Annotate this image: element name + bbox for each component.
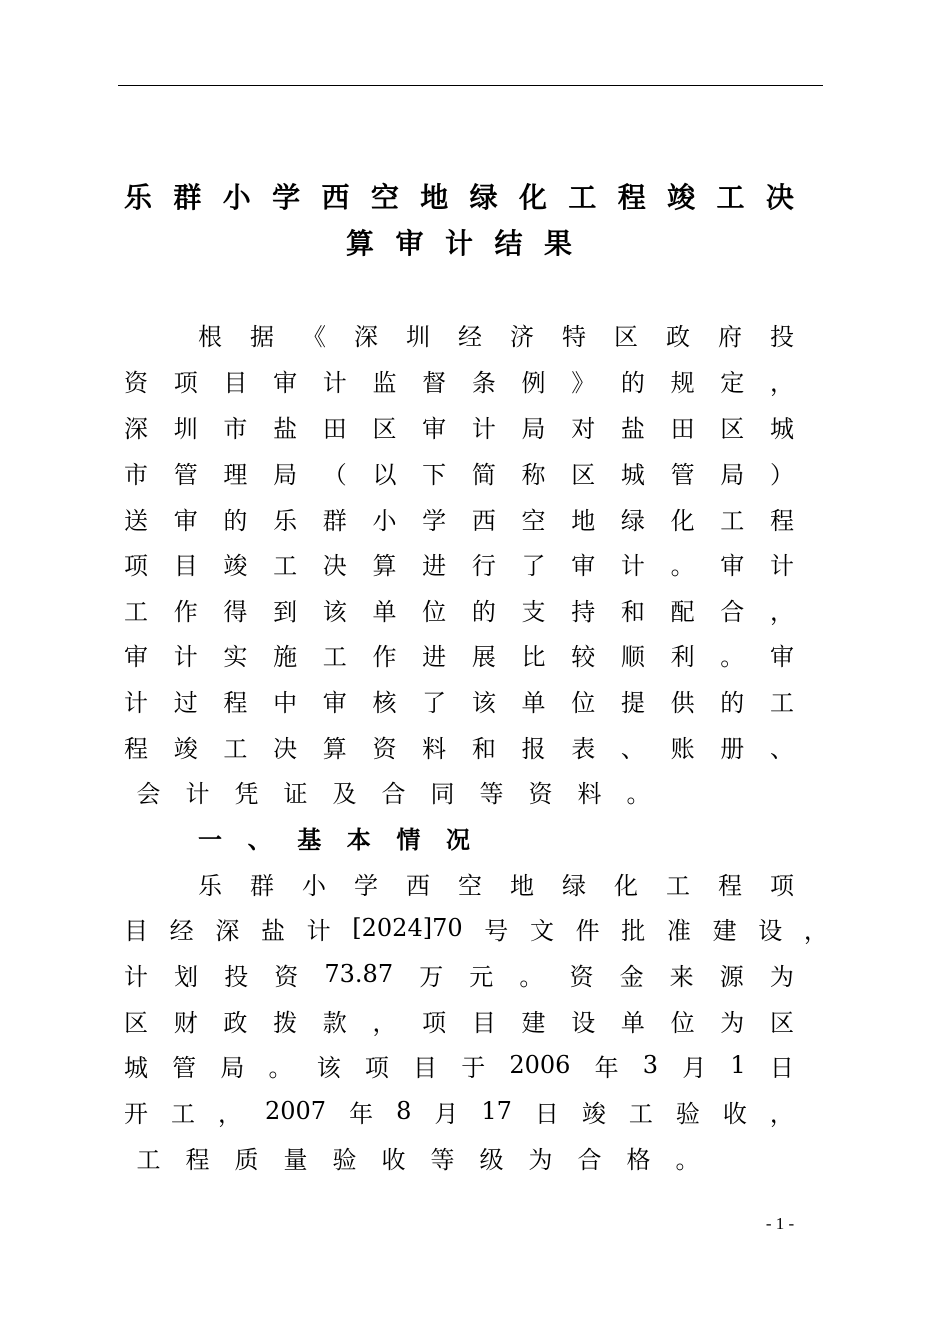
line-token: [2024]70 (352, 914, 463, 942)
line-token: 管 (172, 1053, 197, 1082)
line-token: 竣 (173, 734, 198, 763)
line-token: 简 (471, 460, 496, 489)
line-token: 工 (322, 642, 347, 671)
line-token: 和 (620, 597, 645, 626)
line-token: 审 (395, 227, 424, 260)
line-token: 计 (185, 779, 210, 808)
line-token: 区 (124, 1008, 148, 1037)
line-token: 的 (720, 688, 745, 717)
line-token: 政 (666, 322, 690, 351)
line-token: 根 (198, 322, 222, 351)
page-number: - 1 - (765, 1214, 795, 1233)
line-token: ， (769, 1099, 794, 1128)
line-token: 展 (471, 642, 496, 671)
line-token: 群 (173, 181, 202, 214)
body-line-7 (124, 591, 794, 627)
line-token: 区 (720, 414, 745, 443)
body-line-10 (124, 728, 794, 764)
line-token: 城 (124, 1053, 148, 1082)
line-token: 批 (621, 916, 646, 945)
line-token: 决 (322, 551, 347, 580)
line-token: 合 (577, 1145, 602, 1174)
line-token: 程 (617, 181, 646, 214)
line-token: 供 (670, 688, 695, 717)
line-token: 的 (620, 368, 645, 397)
line-token: 建 (712, 916, 737, 945)
line-token: 计 (173, 642, 198, 671)
line-token: 资 (528, 779, 553, 808)
line-token: 工 (171, 1099, 195, 1128)
line-token: 元 (469, 962, 494, 991)
line-token: 1 (730, 1051, 746, 1079)
document-title-line-1 (124, 173, 794, 219)
line-token: 计 (620, 551, 645, 580)
line-token: 配 (670, 597, 695, 626)
line-token: 算 (346, 227, 375, 260)
line-token: 学 (272, 181, 301, 214)
line-token: 账 (670, 734, 695, 763)
line-token: 对 (571, 414, 596, 443)
line-token: 政 (223, 1008, 248, 1037)
line-token: 过 (173, 688, 198, 717)
line-token: 审 (769, 642, 794, 671)
line-token: 管 (670, 460, 695, 489)
line-token: 工 (769, 688, 794, 717)
line-token: 项 (364, 1053, 389, 1082)
line-token: 同 (430, 779, 455, 808)
line-token: 计 (124, 688, 148, 717)
line-token: 验 (332, 1145, 357, 1174)
line-token: 局 (220, 1053, 245, 1082)
line-token: 程 (769, 506, 794, 535)
body-line-5 (124, 500, 794, 536)
line-token: 目 (173, 551, 198, 580)
line-token: ， (803, 916, 828, 945)
line-token: 工 (568, 181, 597, 214)
line-token: 验 (675, 1099, 700, 1128)
line-token: 特 (562, 322, 586, 351)
line-token: 空 (521, 506, 546, 535)
line-token: 为 (528, 1145, 553, 1174)
line-token: 府 (718, 322, 742, 351)
line-token: 位 (422, 597, 447, 626)
line-token: 计 (306, 916, 331, 945)
line-token: 监 (372, 368, 397, 397)
line-token: 号 (484, 916, 509, 945)
line-token: 工 (716, 181, 745, 214)
line-token: 中 (273, 688, 298, 717)
line-token: 工 (720, 506, 745, 535)
line-token: 程 (223, 688, 248, 717)
line-token: 。 (519, 962, 544, 991)
body-line-6 (124, 545, 794, 581)
section-line-2 (124, 910, 828, 946)
line-token: 单 (620, 1008, 645, 1037)
line-token: 据 (250, 322, 274, 351)
section-line-1 (198, 865, 794, 901)
document-title-line-2 (346, 219, 572, 265)
line-token: 、 (620, 734, 645, 763)
line-token: 该 (322, 597, 347, 626)
line-token: 项 (173, 368, 198, 397)
line-token: 提 (620, 688, 645, 717)
line-token: 规 (670, 368, 695, 397)
line-token: 来 (669, 962, 694, 991)
line-token: 济 (510, 322, 534, 351)
line-token: 拨 (273, 1008, 298, 1037)
line-token: 为 (769, 962, 794, 991)
line-token: 资 (569, 962, 594, 991)
line-token: 地 (510, 871, 534, 900)
line-token: 行 (471, 551, 496, 580)
line-token: 计 (444, 227, 473, 260)
line-token: 例 (521, 368, 546, 397)
line-token: 目 (471, 1008, 496, 1037)
line-token: 西 (321, 181, 350, 214)
line-token: 证 (283, 779, 308, 808)
body-line-2 (124, 362, 794, 398)
line-token: 。 (626, 779, 651, 808)
line-token: 决 (273, 734, 298, 763)
line-token: 件 (575, 916, 600, 945)
line-token: 资 (124, 368, 148, 397)
line-token: 学 (422, 506, 447, 535)
line-token: 。 (268, 1053, 293, 1082)
line-token: 项 (770, 871, 794, 900)
line-token: 资 (274, 962, 299, 991)
line-token: 程 (718, 871, 742, 900)
line-token: 《 (302, 322, 326, 351)
line-token: 目 (223, 368, 248, 397)
section-line-4 (124, 1002, 794, 1038)
line-token: 群 (250, 871, 274, 900)
line-token: 化 (614, 871, 638, 900)
line-token: 城 (769, 414, 794, 443)
line-token: 计 (322, 368, 347, 397)
line-token: ， (769, 368, 794, 397)
line-token: 算 (372, 551, 397, 580)
line-token: 。 (675, 1145, 700, 1174)
section-heading (198, 819, 470, 855)
line-token: 册 (720, 734, 745, 763)
line-token: 盐 (260, 916, 285, 945)
line-token: ， (769, 597, 794, 626)
line-token: 竣 (667, 181, 696, 214)
line-token: 深 (215, 916, 240, 945)
line-token: 审 (124, 642, 148, 671)
line-token: 万 (419, 962, 444, 991)
line-token: 区 (372, 414, 397, 443)
line-token: 区 (571, 460, 596, 489)
line-token: 经 (458, 322, 482, 351)
line-token: 会 (136, 779, 161, 808)
line-token: 作 (372, 642, 397, 671)
line-token: 工 (628, 1099, 653, 1128)
line-token: 绿 (469, 181, 498, 214)
line-token: 审 (173, 506, 198, 535)
line-token: 竣 (223, 551, 248, 580)
line-token: 了 (422, 688, 447, 717)
line-token: 年 (594, 1053, 619, 1082)
line-token: 结 (494, 227, 523, 260)
line-token: 日 (534, 1099, 559, 1128)
line-token: 73.87 (324, 960, 394, 988)
line-token: 等 (479, 779, 504, 808)
line-token: 设 (571, 1008, 596, 1037)
line-token: 小 (222, 181, 251, 214)
line-token: 工 (273, 551, 298, 580)
line-token: 于 (461, 1053, 486, 1082)
header-rule (118, 85, 823, 86)
line-token: 较 (571, 642, 596, 671)
line-token: 化 (670, 506, 695, 535)
line-token: （ (322, 460, 347, 489)
line-token: 审 (422, 414, 447, 443)
line-token: 项 (422, 1008, 447, 1037)
line-token: 竣 (581, 1099, 606, 1128)
section-line-7 (124, 1139, 794, 1175)
line-token: 审 (571, 551, 596, 580)
line-token: 学 (354, 871, 378, 900)
line-token: 一 (198, 825, 222, 854)
line-token: 乐 (198, 871, 222, 900)
line-token: 划 (174, 962, 199, 991)
line-token: 。 (670, 551, 695, 580)
line-token: 8 (396, 1097, 412, 1125)
line-token: 单 (372, 597, 397, 626)
line-token: 17 (481, 1097, 512, 1125)
line-token: ， (372, 1008, 397, 1037)
line-token: 空 (370, 181, 399, 214)
line-token: 空 (458, 871, 482, 900)
line-token: 西 (406, 871, 430, 900)
line-token: 局 (521, 414, 546, 443)
line-token: 比 (521, 642, 546, 671)
line-token: 区 (769, 1008, 794, 1037)
line-token: 况 (445, 825, 470, 854)
line-token: 持 (571, 597, 596, 626)
line-token: ） (769, 460, 794, 489)
line-token: 定 (720, 368, 745, 397)
line-token: 程 (185, 1145, 210, 1174)
line-token: 目 (413, 1053, 438, 1082)
line-token: 等 (430, 1145, 455, 1174)
line-token: 金 (619, 962, 644, 991)
line-token: 收 (381, 1145, 406, 1174)
line-token: 文 (529, 916, 554, 945)
line-token: 源 (719, 962, 744, 991)
line-token: 田 (322, 414, 347, 443)
line-token: 凭 (234, 779, 259, 808)
body-line-8 (124, 636, 794, 672)
line-token: 算 (322, 734, 347, 763)
line-token: 绿 (562, 871, 586, 900)
line-token: 为 (720, 1008, 745, 1037)
line-token: 质 (234, 1145, 259, 1174)
line-token: 了 (521, 551, 546, 580)
line-token: 格 (626, 1145, 651, 1174)
line-token: 区 (614, 322, 638, 351)
line-token: 以 (372, 460, 397, 489)
line-token: 月 (682, 1053, 707, 1082)
line-token: 投 (770, 322, 794, 351)
line-token: 深 (124, 414, 148, 443)
line-token: 局 (720, 460, 745, 489)
line-token: 地 (571, 506, 596, 535)
line-token: 圳 (406, 322, 430, 351)
line-token: 报 (521, 734, 546, 763)
line-token: 。 (720, 642, 745, 671)
line-token: 、 (769, 734, 794, 763)
line-token: 的 (223, 506, 248, 535)
line-token: 审 (720, 551, 745, 580)
line-token: 盐 (273, 414, 298, 443)
line-token: 料 (422, 734, 447, 763)
line-token: 绿 (620, 506, 645, 535)
line-token: 督 (422, 368, 447, 397)
line-token: 局 (273, 460, 298, 489)
line-token: 》 (571, 368, 596, 397)
line-token: 计 (769, 551, 794, 580)
line-token: 施 (273, 642, 298, 671)
line-token: 表 (571, 734, 596, 763)
line-token: 2006 (509, 1051, 571, 1079)
line-token: 位 (571, 688, 596, 717)
line-token: 顺 (620, 642, 645, 671)
body-line-1 (198, 316, 794, 352)
section-line-3 (124, 956, 794, 992)
line-token: 群 (322, 506, 347, 535)
line-token: 年 (349, 1099, 374, 1128)
line-token: 量 (283, 1145, 308, 1174)
body-line-9 (124, 682, 794, 718)
line-token: 经 (169, 916, 194, 945)
line-token: 审 (322, 688, 347, 717)
line-token: 及 (332, 779, 357, 808)
line-token: 城 (620, 460, 645, 489)
line-token: 工 (666, 871, 690, 900)
line-token: 进 (422, 551, 447, 580)
line-token: 支 (521, 597, 546, 626)
line-token: 月 (434, 1099, 459, 1128)
line-token: 条 (471, 368, 496, 397)
line-token: 得 (223, 597, 248, 626)
line-token: 圳 (173, 414, 198, 443)
line-token: 计 (471, 414, 496, 443)
line-token: 单 (521, 688, 546, 717)
line-token: 级 (479, 1145, 504, 1174)
line-token: 市 (223, 414, 248, 443)
line-token: 程 (124, 734, 148, 763)
line-token: 小 (302, 871, 326, 900)
line-token: ， (218, 1099, 242, 1128)
line-token: 款 (322, 1008, 347, 1037)
line-token: 实 (223, 642, 248, 671)
line-token: 资 (372, 734, 397, 763)
body-line-3 (124, 408, 794, 444)
line-token: 目 (124, 916, 148, 945)
line-token: 工 (124, 597, 148, 626)
line-token: 地 (420, 181, 449, 214)
line-token: 本 (346, 825, 371, 854)
line-token: 计 (124, 962, 148, 991)
line-token: 进 (422, 642, 447, 671)
line-token: 设 (758, 916, 783, 945)
line-token: 的 (471, 597, 496, 626)
line-token: 合 (720, 597, 745, 626)
line-token: 该 (316, 1053, 341, 1082)
line-token: 投 (224, 962, 249, 991)
line-token: 市 (124, 460, 148, 489)
body-line-4 (124, 454, 794, 490)
line-token: 和 (471, 734, 496, 763)
line-token: 项 (124, 551, 148, 580)
line-token: 理 (223, 460, 248, 489)
line-token: 审 (273, 368, 298, 397)
line-token: 乐 (124, 181, 153, 214)
line-token: 决 (765, 181, 794, 214)
line-token: 准 (666, 916, 691, 945)
line-token: 料 (577, 779, 602, 808)
line-token: 乐 (273, 506, 298, 535)
line-token: 3 (642, 1051, 659, 1079)
line-token: 基 (297, 825, 322, 854)
section-line-5 (124, 1047, 794, 1083)
line-token: 情 (396, 825, 421, 854)
line-token: 小 (372, 506, 397, 535)
line-token: 该 (471, 688, 496, 717)
line-token: 作 (173, 597, 198, 626)
line-token: 深 (354, 322, 378, 351)
line-token: 田 (670, 414, 695, 443)
line-token: 开 (124, 1099, 148, 1128)
line-token: 果 (543, 227, 572, 260)
line-token: 核 (372, 688, 397, 717)
line-token: 到 (273, 597, 298, 626)
line-token: 西 (471, 506, 496, 535)
line-token: 送 (124, 506, 148, 535)
line-token: 工 (223, 734, 248, 763)
line-token: 合 (381, 779, 406, 808)
line-token: 管 (173, 460, 198, 489)
line-token: 日 (769, 1053, 794, 1082)
line-token: 工 (136, 1145, 161, 1174)
line-token: 财 (173, 1008, 198, 1037)
line-token: 利 (670, 642, 695, 671)
line-token: 盐 (620, 414, 645, 443)
body-line-11 (124, 773, 794, 809)
line-token: 建 (521, 1008, 546, 1037)
section-line-6 (124, 1093, 794, 1129)
line-token: 下 (422, 460, 447, 489)
line-token: 2007 (265, 1097, 327, 1125)
line-token: 称 (521, 460, 546, 489)
line-token: 化 (519, 181, 548, 214)
line-token: 、 (247, 825, 272, 854)
line-token: 收 (722, 1099, 747, 1128)
line-token: 位 (670, 1008, 695, 1037)
